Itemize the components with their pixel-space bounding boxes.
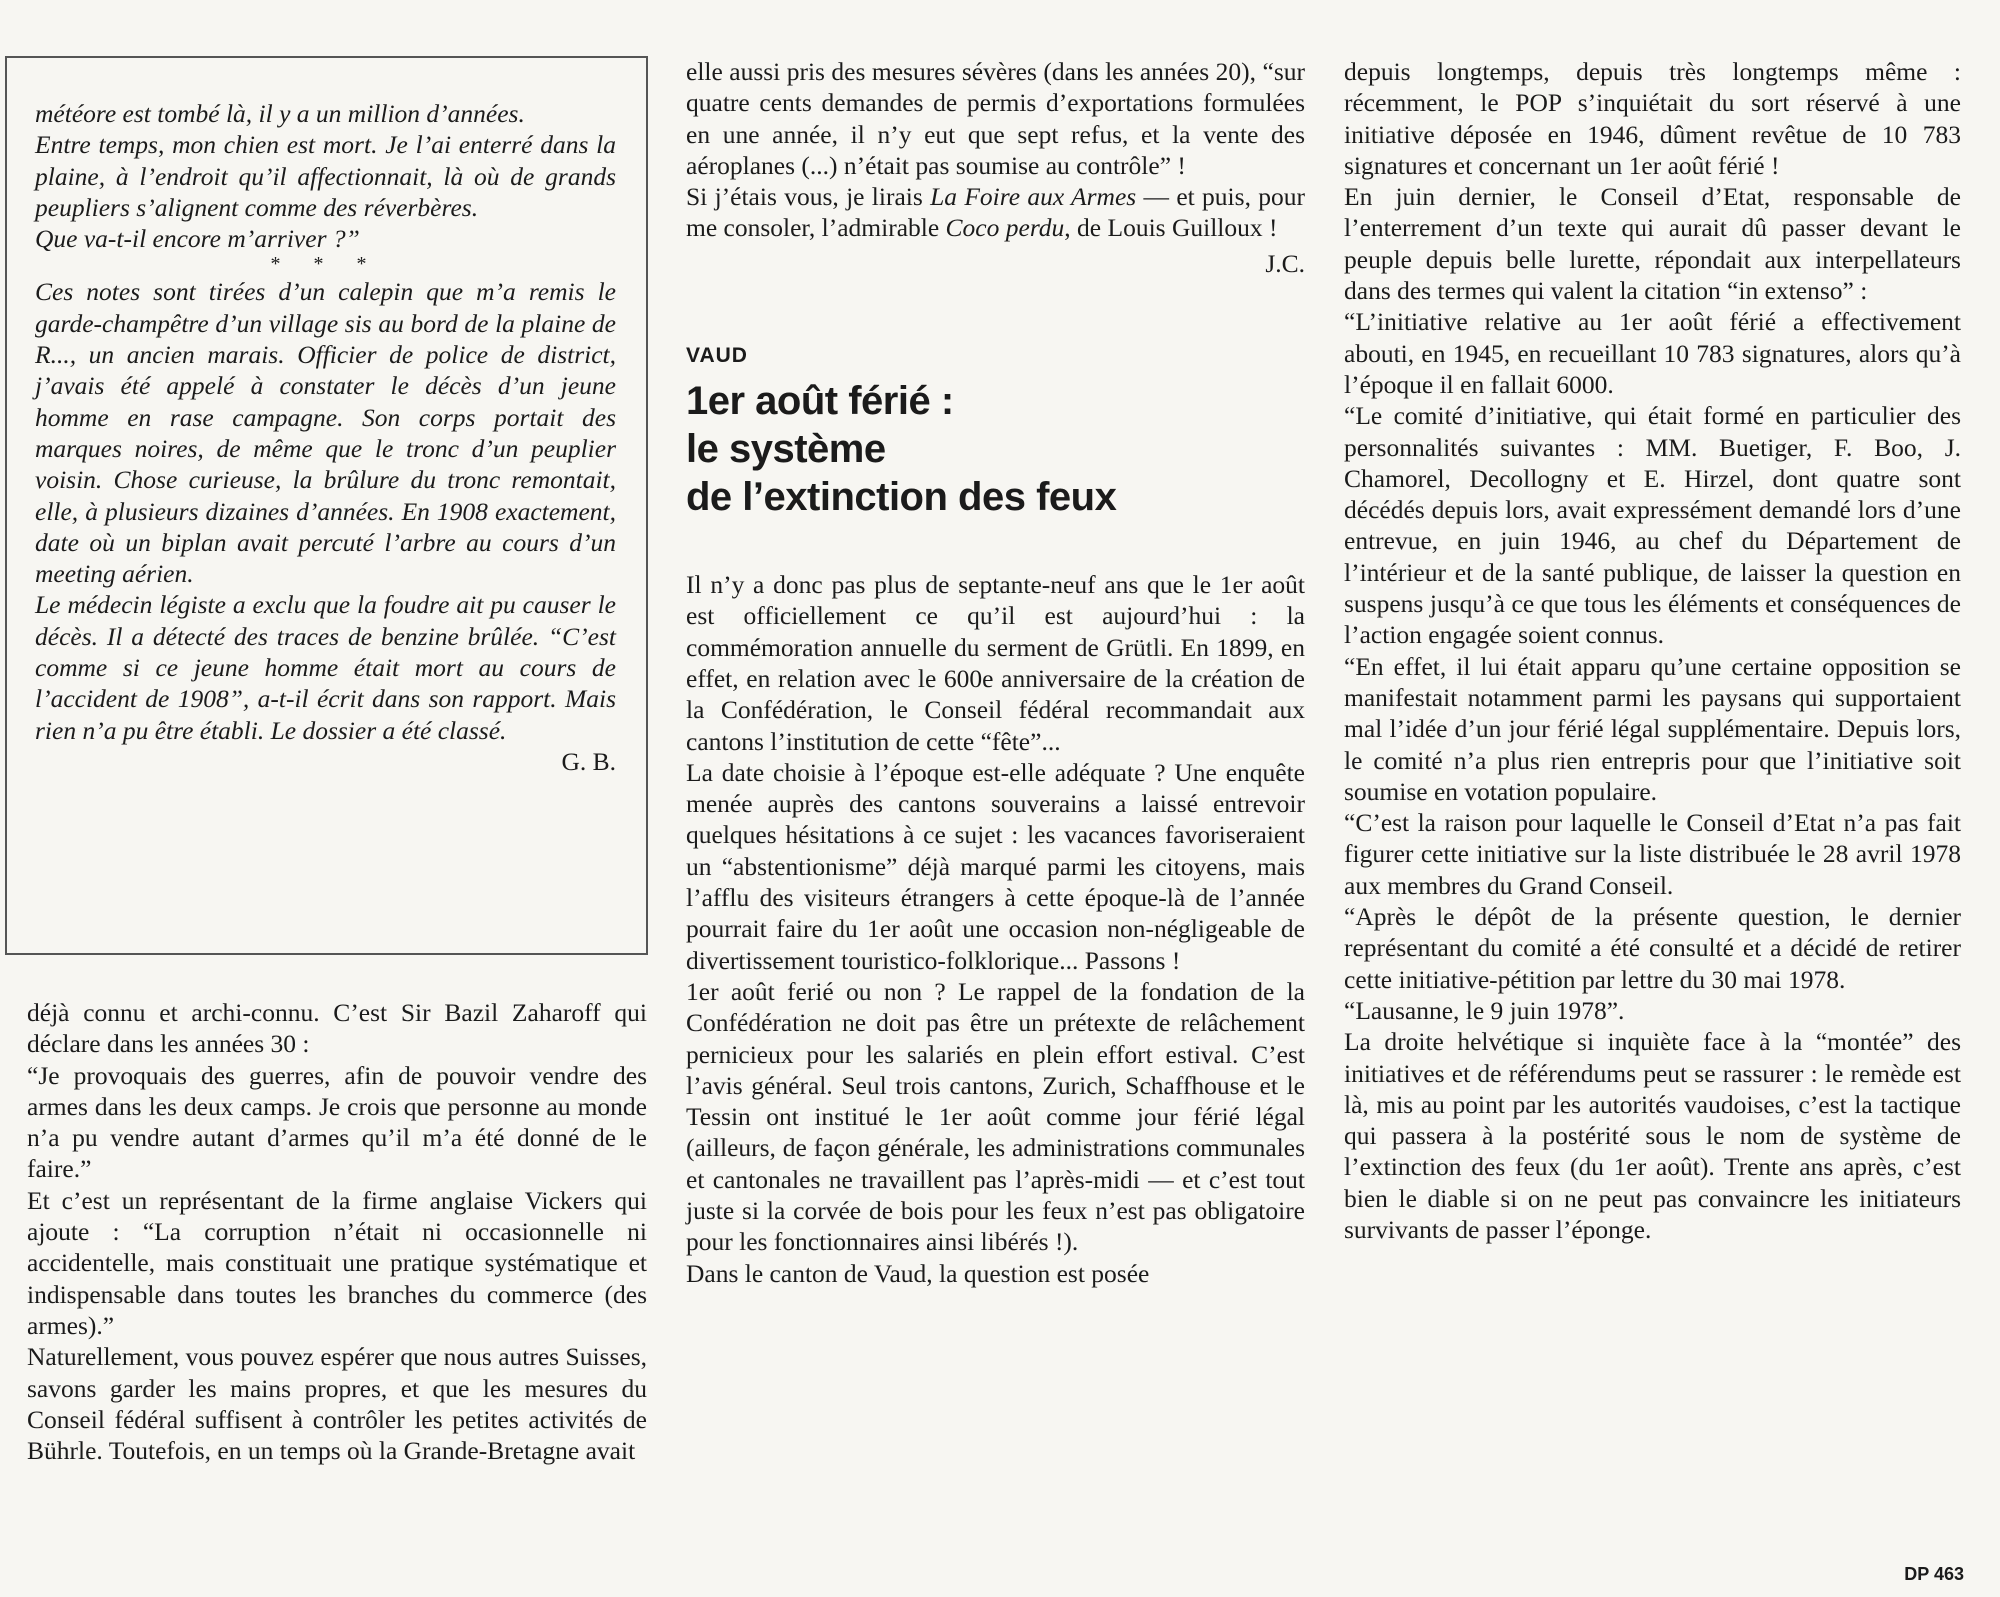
paragraph: “C’est la raison pour laquelle le Conseil d’Etat n’a pas fait figurer cette initiative sur la liste distribuée le 28 avril 1978 aux membres du Grand Conseil.: [1344, 808, 1961, 900]
text-run: — et puis, pour me consoler, l’admirable: [686, 182, 1305, 243]
left-column-continuation: [27, 997, 647, 1466]
section-separator: * * *: [270, 253, 381, 276]
paragraph: “Le comité d’initiative, qui était formé en particulier des personnalités suivantes : MM. Buetiger, F. Boo, J. Chamorel, Decollogny et E. Hirzel, dont quatre sont décédés depuis lors, avait expressément demandé lors d’une entrevue, en juin 1946, au chef du Département de l’intérieur et de la santé publique, de laisser la question en suspens jusqu’à ce que tous les éléments et conséquences de l’action engagée soient connus.: [1344, 401, 1961, 650]
paragraph: [686, 181, 1305, 244]
paragraph: En juin dernier, le Conseil d’Etat, responsable de l’enterrement d’un texte qui aurait dû passer devant le peuple depuis belle lurette, répondait aux interpellateurs dans des termes qui valent la citation “in extenso” :: [1344, 182, 1961, 306]
article-signature: J.C.: [1265, 248, 1305, 278]
paragraph: “En effet, il lui était apparu qu’une certaine opposition se manifestait notamment parmi les paysans qui supportaient mal l’idée d’un jour férié légal supplémentaire. Depuis lors, le comité n’a plus rien entrepris pour que l’initiative soit soumise en votation populaire.: [1344, 651, 1961, 806]
paragraph: “Après le dépôt de la présente question, le dernier représentant du comité a été consulté et a décidé de retirer cette initiative-pétition par lettre du 30 mai 1978.: [1344, 902, 1961, 994]
paragraph: Il n’y a donc pas plus de septante-neuf ans que le 1er août est officiellement ce qu’il est aujourd’hui : la commémoration annuelle du serment de Grütli. En 1899, en effet, en relation avec le 600e anniversaire de la création de la Confédération, le Conseil fédéral recommandait aux cantons l’institution de cette “fête”...: [686, 570, 1305, 756]
paragraph: “Lausanne, le 9 juin 1978”.: [1344, 995, 1625, 1025]
text-run: , de Louis Guilloux !: [1064, 213, 1278, 243]
box-paragraph: Ces notes sont tirées d’un calepin que m’a remis le garde-champêtre d’un village sis au bord de la plaine de R..., un ancien marais. Officier de police de district, j’avais été appelé à constater le décès d’un jeune homme en rase campagne. Son corps portait des marques noires, de même que le tronc d’un peuplier voisin. Chose curieuse, la brûlure du tronc remontait, elle, à plusieurs dizaines d’années. En 1908 exactement, date où un biplan avait percuté l’arbre au cours d’un meeting aérien.: [35, 277, 616, 589]
paragraph: La date choisie à l’époque est-elle adéquate ? Une enquête menée auprès des cantons souverains a laissé entrevoir quelques hésitations à ce sujet : les vacances favoriseraient un “abstentionisme” déjà marqué parmi les citoyens, mais l’afflu des visiteurs étrangers à cette époque-là de l’année pourrait faire du 1er août une occasion non-négligeable de divertissement touristico-folklorique... Passons !: [686, 757, 1305, 975]
box-signature: G. B.: [561, 746, 616, 776]
paragraph: “Je provoquais des guerres, afin de pouvoir vendre des armes dans les deux camps. Je crois que personne au monde n’a pu vendre autant d’armes qu’il m’a été donné de le faire.”: [27, 1060, 647, 1184]
paragraph: elle aussi pris des mesures sévères (dans les années 20), “sur quatre cents demandes de permis d’exportations formulées en une année, il n’y eut que sept refus, et la vente des aéroplanes (...) n’était pas soumise au contrôle” !: [686, 57, 1305, 180]
middle-column: [686, 56, 1305, 1289]
headline-line: 1er août férié :: [686, 379, 954, 424]
page-footer: DP 463: [1904, 1564, 1964, 1584]
section-kicker: VAUD: [686, 344, 748, 368]
headline-line: le système: [686, 427, 886, 472]
boxed-story: [5, 56, 648, 955]
text-run: Si j’étais vous, je lirais: [686, 182, 931, 212]
paragraph: Naturellement, vous pouvez espérer que nous autres Suisses, savons garder les mains propres, et que les mesures du Conseil fédéral suffisent à contrôler les petites activités de Bührle. Toutefois, en un temps où la Grande-Bretagne avait: [27, 1342, 647, 1466]
headline-line: de l’extinction des feux: [686, 475, 1117, 520]
paragraph: “L’initiative relative au 1er août férié a effectivement abouti, en 1945, en recueillant 10 783 signatures, alors qu’à l’époque il en fallait 6000.: [1344, 307, 1961, 399]
article-headline: [686, 377, 1305, 521]
paragraph: déjà connu et archi-connu. C’est Sir Bazil Zaharoff qui déclare dans les années 30 :: [27, 998, 647, 1059]
box-paragraph: météore est tombé là, il y a un million d’années.: [35, 99, 525, 128]
box-paragraph: Le médecin légiste a exclu que la foudre ait pu causer le décès. Il a détecté des traces de benzine brûlée. “C’est comme si ce jeune homme était mort au cours de l’accident de 1908”, a-t-il écrit dans son rapport. Mais rien n’a pu être établi. Le dossier a été classé.: [35, 590, 616, 745]
book-title: La Foire aux Armes: [930, 182, 1137, 212]
box-paragraph: Entre temps, mon chien est mort. Je l’ai enterré dans la plaine, à l’endroit qu’il affectionnait, là où de grands peupliers s’alignent comme des réverbères.: [35, 130, 616, 222]
box-paragraph: Que va-t-il encore m’arriver ?”: [35, 224, 360, 254]
paragraph: depuis longtemps, depuis très longtemps même : récemment, le POP s’inquiétait du sort réservé à une initiative déposée en 1946, dûment revêtue de 10 783 signatures et concernant un 1er août férié !: [1344, 57, 1961, 180]
right-column: [1344, 56, 1961, 1245]
paragraph: La droite helvétique si inquiète face à la “montée” des initiatives et de référendums peut se rassurer : le remède est là, mis au point par les autorités vaudoises, c’est la tactique qui passera à la postérité sous le nom de système de l’extinction des feux (du 1er août). Trente ans après, c’est bien le diable si on ne peut pas convaincre les initiateurs survivants de passer l’éponge.: [1344, 1027, 1961, 1244]
book-title: Coco perdu: [945, 213, 1065, 243]
spacer: [686, 521, 1305, 569]
paragraph: 1er août ferié ou non ? Le rappel de la fondation de la Confédération ne doit pas être un prétexte de relâchement pernicieux pour les salariés en plein effort estival. C’est l’avis général. Seul trois cantons, Zurich, Schaffhouse et le Tessin ont institué le 1er août comme jour férié légal (ailleurs, de façon générale, les administrations communales et cantonales ne travaillent pas l’après-midi — et c’est tout juste si la corvée de bois pour les feux n’est pas obligatoire pour les fonctionnaires ainsi libérés !).: [686, 976, 1305, 1257]
paragraph: Et c’est un représentant de la firme anglaise Vickers qui ajoute : “La corruption n’était ni occasionnelle ni accidentelle, mais constituait une pratique systématique et indispensable dans toutes les branches du commerce (des armes).”: [27, 1185, 647, 1340]
paragraph: Dans le canton de Vaud, la question est posée: [686, 1258, 1150, 1288]
